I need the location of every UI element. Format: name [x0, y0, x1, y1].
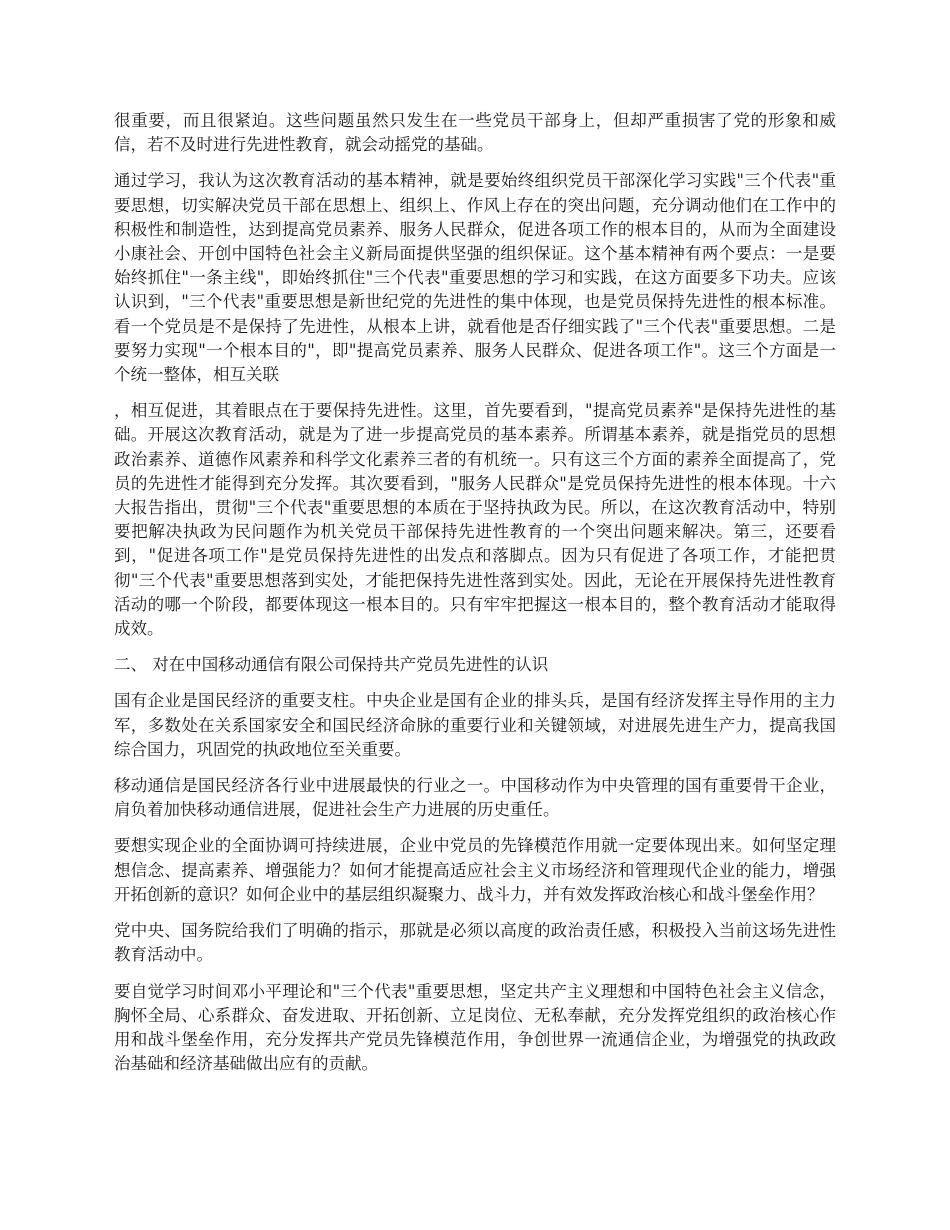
paragraph-mutual-promotion: ，相互促进，其着眼点在于要保持先进性。这里，首先要看到，"提高党员素养"是保持先进性的基础。开展这次教育活动，就是为了进一步提高党员的基本素养。所谓基本素养，就是指党员的思想政治素养、道德作风素养和科学文化素养三者的有机统一。只有这三个方面的素养全面提高了，党员的先进性才能得到充分发挥。其次要看到，"服务人民群众"是党员保持先进性的根本体现。十六大报告指出，贯彻"三个代表"重要思想的本质在于坚持执政为民。所以，在这次教育活动中，特别要把解决执政为民问题作为机关党员干部保持先进性教育的一个突出问题来解决。第三，还要看到，"促进各项工作"是党员保持先进性的出发点和落脚点。因为只有促进了各项工作，才能把贯彻"三个代表"重要思想落到实处，才能把保持先进性落到实处。因此，无论在开展保持先进性教育活动的哪一个阶段，都要体现这一根本目的。只有牢牢把握这一根本目的，整个教育活动才能取得成效。: [114, 401, 836, 639]
paragraph-self-study: 要自觉学习时间邓小平理论和"三个代表"重要思想，坚定共产主义理想和中国特色社会主义信念，胸怀全局、心系群众、奋发进取、开拓创新、立足岗位、无私奉献，充分发挥党组织的政治核心作用和战斗堡垒作用，充分发挥共产党员先锋模范作用，争创世界一流通信企业，为增强党的执政政治基础和经济基础做出应有的贡献。: [114, 981, 836, 1074]
paragraph-mobile-communications: 移动通信是国民经济各行业中进展最快的行业之一。中国移动作为中央管理的国有重要骨干企业，肩负着加快移动通信进展，促进社会生产力进展的历史重任。: [114, 776, 836, 820]
paragraph-intro-continuation: 很重要，而且很紧迫。这些问题虽然只发生在一些党员干部身上，但却严重损害了党的形象和威信，若不及时进行先进性教育，就会动摇党的基础。: [114, 111, 836, 155]
paragraph-state-enterprises: 国有企业是国民经济的重要支柱。中央企业是国有企业的排头兵，是国有经济发挥主导作用的主力军，多数处在关系国家安全和国民经济命脉的重要行业和关键领域，对进展先进生产力，提高我国综合国力，巩固党的执政地位至关重要。: [114, 691, 836, 759]
section-heading-two: 二、 对在中国移动通信有限公司保持共产党员先进性的认识: [114, 655, 549, 675]
paragraph-enterprise-development: 要想实现企业的全面协调可持续进展，企业中党员的先锋模范作用就一定要体现出来。如何坚定理想信念、提高素养、增强能力？如何才能提高适应社会主义市场经济和管理现代企业的能力，增强开拓创新的意识？如何企业中的基层组织凝聚力、战斗力，并有效发挥政治核心和战斗堡垒作用？: [114, 836, 836, 904]
paragraph-central-directive: 党中央、国务院给我们了明确的指示，那就是必须以高度的政治责任感，积极投入当前这场先进性教育活动中。: [114, 921, 836, 965]
document-body: [114, 109, 836, 1088]
paragraph-basic-spirit: 通过学习，我认为这次教育活动的基本精神，就是要始终组织党员干部深化学习实践"三个代表"重要思想，切实解决党员干部在思想上、组织上、作风上存在的突出问题，充分调动他们在工作中的积极性和制造性，达到提高党员素养、服务人民群众，促进各项工作的根本目的，从而为全面建设小康社会、开创中国特色社会主义新局面提供坚强的组织保证。这个基本精神有两个要点：一是要始终抓住"一条主线"，即始终抓住"三个代表"重要思想的学习和实践，在这方面要多下功夫。应该认识到，"三个代表"重要思想是新世纪党的先进性的集中体现，也是党员保持先进性的根本标准。看一个党员是不是保持了先进性，从根本上讲，就看他是否仔细实践了"三个代表"重要思想。二是要努力实现"一个根本目的"，即"提高党员素养、服务人民群众、促进各项工作"。这三个方面是一个统一整体，相互关联: [114, 171, 836, 385]
